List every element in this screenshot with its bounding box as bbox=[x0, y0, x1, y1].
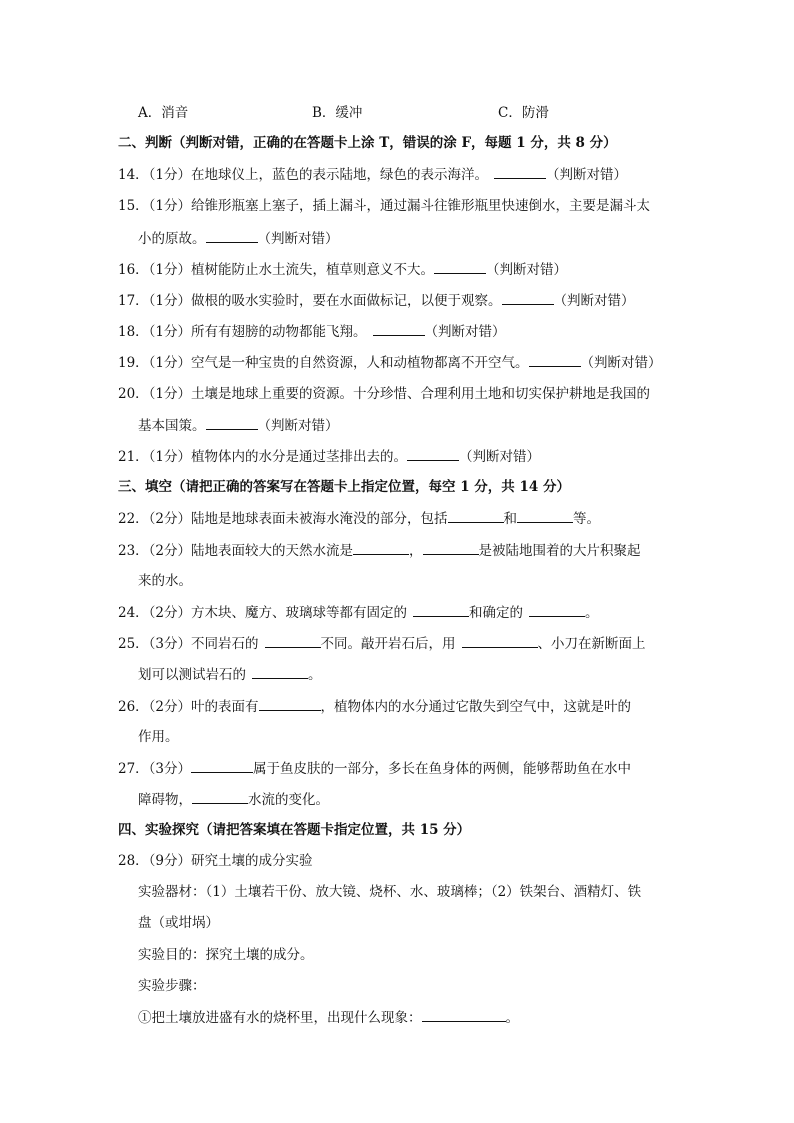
question-17-tail: （判断对错） bbox=[553, 293, 635, 309]
question-15-cont bbox=[138, 228, 339, 249]
question-21 bbox=[118, 446, 540, 467]
question-25-line2-end: 。 bbox=[308, 667, 322, 683]
question-25-cont bbox=[138, 664, 322, 685]
question-26-cont bbox=[138, 727, 179, 747]
question-23-cont bbox=[138, 571, 192, 591]
question-23-text: 23．（2分）陆地表面较大的天然水流是 bbox=[118, 543, 354, 559]
question-27-line2: 障碍物， bbox=[138, 792, 192, 808]
question-20 bbox=[118, 384, 650, 404]
question-23-line2: 来的水。 bbox=[138, 573, 192, 589]
question-25-line2: 划可以测试岩石的 bbox=[138, 667, 246, 683]
question-22-text: 22．（2分）陆地是地球表面未被海水淹没的部分，包括 bbox=[118, 511, 448, 527]
question-18-text: 18．（1分）所有有翅膀的动物都能飞翔。 bbox=[118, 324, 367, 340]
answer-blank[interactable] bbox=[434, 259, 486, 274]
question-26-line2: 作用。 bbox=[138, 729, 179, 745]
answer-blank[interactable] bbox=[502, 290, 554, 305]
question-19-tail: （判断对错） bbox=[580, 355, 662, 371]
question-22 bbox=[118, 508, 600, 529]
question-27 bbox=[118, 758, 631, 779]
question-14 bbox=[118, 164, 627, 185]
question-26-text-2: ，植物体内的水分通过它散失到空气中，这就是叶的 bbox=[320, 699, 632, 715]
question-16-tail: （判断对错） bbox=[486, 262, 568, 278]
question-20-tail: （判断对错） bbox=[257, 418, 339, 434]
answer-blank[interactable] bbox=[517, 508, 573, 523]
question-28-step1-end: 。 bbox=[505, 1010, 519, 1026]
question-22-text-3: 等。 bbox=[573, 511, 601, 527]
section-4-heading: 四、实验探究（请把答案填在答题卡指定位置，共 15 分） bbox=[118, 822, 471, 838]
question-26-text: 26．（2分）叶的表面有 bbox=[118, 699, 259, 715]
question-17 bbox=[118, 290, 635, 311]
option-c: C．防滑 bbox=[498, 105, 549, 121]
answer-blank[interactable] bbox=[206, 228, 258, 243]
question-14-text: 14．（1分）在地球仪上，蓝色的表示陆地，绿色的表示海洋。 bbox=[118, 167, 489, 183]
question-25-text-3: 、小刀在新断面上 bbox=[537, 636, 646, 652]
question-20-line2: 基本国策。 bbox=[138, 418, 206, 434]
question-20-line1: 20．（1分）土壤是地球上重要的资源。十分珍惜、合理利用土地和切实保护耕地是我国的 bbox=[118, 386, 651, 402]
answer-blank[interactable] bbox=[413, 602, 469, 617]
answer-blank[interactable] bbox=[353, 540, 409, 555]
question-18 bbox=[118, 321, 506, 342]
answer-blank[interactable] bbox=[259, 696, 321, 711]
question-28-materials: 实验器材：（1）土壤若干份、放大镜、烧杯、水、玻璃棒；（2）铁架台、酒精灯、铁 bbox=[138, 884, 642, 900]
question-14-tail: （判断对错） bbox=[546, 167, 628, 183]
question-28-step1-text: ①把土壤放进盛有水的烧杯里，出现什么现象： bbox=[138, 1010, 422, 1026]
question-23-text-3: 是被陆地围着的大片积聚起 bbox=[478, 543, 641, 559]
question-27-text: 27．（3分） bbox=[118, 761, 192, 777]
answer-blank[interactable] bbox=[423, 540, 479, 555]
answer-blank[interactable] bbox=[407, 446, 459, 461]
section-2-heading: 二、判断（判断对错，正确的在答题卡上涂 T，错误的涂 F，每题 1 分，共 8 分） bbox=[118, 135, 617, 151]
question-28-purpose: 实验目的：探究土壤的成分。 bbox=[138, 947, 314, 963]
answer-blank[interactable] bbox=[529, 602, 585, 617]
answer-blank[interactable] bbox=[462, 633, 538, 648]
question-22-text-2: 和 bbox=[503, 511, 518, 527]
question-15 bbox=[118, 196, 650, 216]
answer-blank[interactable] bbox=[494, 164, 546, 179]
answer-blank[interactable] bbox=[373, 321, 425, 336]
question-16-text: 16．（1分）植树能防止水土流失，植草则意义不大。 bbox=[118, 262, 435, 278]
question-27-line2-end: 水流的变化。 bbox=[248, 792, 329, 808]
question-28-materials-cont: 盘（或坩埚） bbox=[138, 915, 219, 931]
question-24-text-3: 。 bbox=[585, 605, 599, 621]
question-27-cont bbox=[138, 789, 329, 810]
question-15-line1: 15．（1分）给锥形瓶塞上塞子，插上漏斗，通过漏斗往锥形瓶里快速倒水，主要是漏斗太 bbox=[118, 198, 651, 214]
question-24 bbox=[118, 602, 599, 623]
question-17-text: 17．（1分）做根的吸水实验时，要在水面做标记，以便于观察。 bbox=[118, 293, 502, 309]
question-25-text: 25．（3分）不同岩石的 bbox=[118, 636, 259, 652]
question-28-step1 bbox=[138, 1007, 519, 1028]
question-28-steps-label: 实验步骤： bbox=[138, 978, 206, 994]
question-25-text-2: 不同。敲开岩石后，用 bbox=[320, 636, 456, 652]
answer-blank[interactable] bbox=[265, 633, 321, 648]
question-21-text: 21．（1分）植物体内的水分是通过茎排出去的。 bbox=[118, 449, 408, 465]
question-18-tail: （判断对错） bbox=[424, 324, 506, 340]
answer-blank[interactable] bbox=[252, 664, 308, 679]
answer-blank[interactable] bbox=[422, 1007, 506, 1022]
question-15-tail: （判断对错） bbox=[257, 231, 339, 247]
question-27-text-2: 属于鱼皮肤的一部分，多长在鱼身体的两侧，能够帮助鱼在水中 bbox=[253, 761, 632, 777]
question-23-text-2: ， bbox=[409, 543, 423, 559]
answer-blank[interactable] bbox=[192, 789, 248, 804]
question-19 bbox=[118, 352, 662, 373]
question-26 bbox=[118, 696, 631, 717]
question-19-text: 19．（1分）空气是一种宝贵的自然资源，人和动植物都离不开空气。 bbox=[118, 355, 529, 371]
question-16 bbox=[118, 259, 567, 280]
question-15-line2: 小的原故。 bbox=[138, 231, 206, 247]
question-25 bbox=[118, 633, 646, 654]
question-20-cont bbox=[138, 415, 339, 436]
question-24-text-2: 和确定的 bbox=[469, 605, 524, 621]
answer-blank[interactable] bbox=[206, 415, 258, 430]
answer-blank[interactable] bbox=[529, 352, 581, 367]
question-24-text: 24．（2分）方木块、魔方、玻璃球等都有固定的 bbox=[118, 605, 408, 621]
question-28-title: 28．（9分）研究土壤的成分实验 bbox=[118, 853, 313, 869]
option-a: A．消音 bbox=[138, 105, 189, 121]
section-3-heading: 三、填空（请把正确的答案写在答题卡上指定位置，每空 1 分，共 14 分） bbox=[118, 479, 570, 495]
question-23 bbox=[118, 540, 641, 561]
option-b: B．缓冲 bbox=[312, 105, 363, 121]
answer-blank[interactable] bbox=[448, 508, 504, 523]
question-21-tail: （判断对错） bbox=[459, 449, 541, 465]
answer-blank[interactable] bbox=[191, 758, 253, 773]
